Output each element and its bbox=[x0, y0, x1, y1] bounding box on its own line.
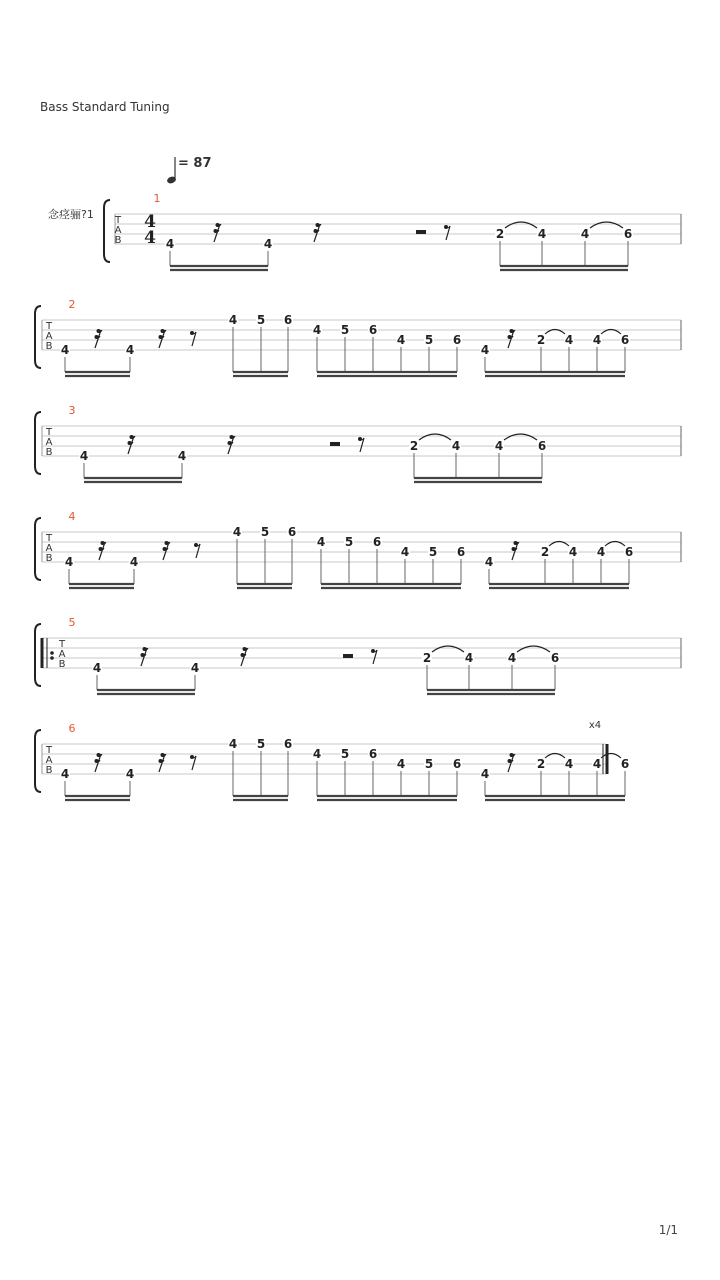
fret-number: 4 bbox=[228, 737, 238, 751]
tie-arc bbox=[419, 434, 451, 440]
fret-number: 4 bbox=[60, 343, 70, 357]
fret-number: 4 bbox=[451, 439, 461, 453]
fret-number: 6 bbox=[452, 333, 462, 347]
fret-number: 6 bbox=[283, 737, 293, 751]
fret-number: 2 bbox=[422, 651, 432, 665]
fret-number: 4 bbox=[537, 227, 547, 241]
measure-number: 2 bbox=[68, 298, 76, 311]
fret-number: 4 bbox=[592, 333, 602, 347]
fret-number: 4 bbox=[592, 757, 602, 771]
repeat-dot bbox=[50, 651, 54, 655]
fret-number: 4 bbox=[79, 449, 89, 463]
tab-letter-a: A bbox=[45, 437, 53, 448]
measure-2 bbox=[35, 298, 681, 376]
fret-number: 2 bbox=[540, 545, 550, 559]
fret-number: 4 bbox=[484, 555, 494, 569]
fret-number: 4 bbox=[464, 651, 474, 665]
tab-letter-a: A bbox=[114, 225, 122, 236]
fret-number: 5 bbox=[344, 535, 354, 549]
fret-number: 4 bbox=[312, 747, 322, 761]
tab-letter-b: B bbox=[45, 341, 53, 352]
fret-number: 4 bbox=[60, 767, 70, 781]
tempo-value: = 87 bbox=[178, 156, 212, 171]
fret-number: 5 bbox=[260, 525, 270, 539]
fret-number: 4 bbox=[568, 545, 578, 559]
fret-number: 4 bbox=[312, 323, 322, 337]
fret-number: 5 bbox=[424, 333, 434, 347]
system-bracket bbox=[35, 306, 41, 368]
fret-number: 4 bbox=[165, 237, 175, 251]
tab-letter-a: A bbox=[45, 543, 53, 554]
tab-letter-t: T bbox=[58, 639, 66, 650]
tab-letter-a: A bbox=[45, 331, 53, 342]
system-bracket bbox=[35, 624, 41, 686]
fret-number: 6 bbox=[283, 313, 293, 327]
measure-number: 5 bbox=[68, 616, 76, 629]
measure-4 bbox=[35, 510, 681, 588]
fret-number: 4 bbox=[494, 439, 504, 453]
fret-number: 4 bbox=[400, 545, 410, 559]
fret-number: 4 bbox=[564, 333, 574, 347]
repeat-dot bbox=[50, 656, 54, 660]
fret-number: 6 bbox=[550, 651, 560, 665]
tie-arc bbox=[590, 222, 623, 228]
tab-letter-t: T bbox=[114, 215, 122, 226]
fret-number: 5 bbox=[340, 323, 350, 337]
measure-number: 3 bbox=[68, 404, 76, 417]
fret-number: 4 bbox=[64, 555, 74, 569]
page-number: 1/1 bbox=[658, 1223, 678, 1237]
fret-number: 4 bbox=[396, 333, 406, 347]
fret-number: 4 bbox=[125, 343, 135, 357]
fret-number: 5 bbox=[340, 747, 350, 761]
tie-arc bbox=[432, 646, 464, 652]
fret-number: 4 bbox=[316, 535, 326, 549]
half-rest bbox=[343, 654, 353, 658]
fret-number: 2 bbox=[536, 333, 546, 347]
fret-number: 4 bbox=[92, 661, 102, 675]
fret-number: 5 bbox=[256, 737, 266, 751]
fret-number: 4 bbox=[580, 227, 590, 241]
half-rest bbox=[416, 230, 426, 234]
fret-number: 4 bbox=[129, 555, 139, 569]
measure-6 bbox=[35, 720, 630, 800]
tab-letter-t: T bbox=[45, 321, 53, 332]
half-rest bbox=[330, 442, 340, 446]
fret-number: 5 bbox=[256, 313, 266, 327]
measure-1 bbox=[104, 192, 681, 270]
measure-number: 1 bbox=[153, 192, 161, 205]
fret-number: 6 bbox=[372, 535, 382, 549]
tab-letter-a: A bbox=[58, 649, 66, 660]
fret-number: 2 bbox=[536, 757, 546, 771]
tab-letter-b: B bbox=[45, 447, 53, 458]
fret-number: 4 bbox=[263, 237, 273, 251]
tab-letter-t: T bbox=[45, 533, 53, 544]
fret-number: 4 bbox=[480, 767, 490, 781]
fret-number: 2 bbox=[409, 439, 419, 453]
fret-number: 4 bbox=[396, 757, 406, 771]
fret-number: 6 bbox=[368, 323, 378, 337]
fret-number: 6 bbox=[537, 439, 547, 453]
system-bracket bbox=[35, 412, 41, 474]
fret-number: 6 bbox=[368, 747, 378, 761]
system-bracket bbox=[104, 200, 110, 262]
measure-number: 6 bbox=[68, 722, 76, 735]
tab-letter-b: B bbox=[58, 659, 66, 670]
fret-number: 6 bbox=[287, 525, 297, 539]
time-signature-bottom: 4 bbox=[144, 228, 156, 248]
fret-number: 4 bbox=[190, 661, 200, 675]
fret-number: 4 bbox=[232, 525, 242, 539]
time-signature-top: 4 bbox=[144, 212, 156, 232]
fret-number: 2 bbox=[495, 227, 505, 241]
measure-number: 4 bbox=[68, 510, 76, 523]
fret-number: 4 bbox=[480, 343, 490, 357]
fret-number: 6 bbox=[452, 757, 462, 771]
tab-letter-t: T bbox=[45, 427, 53, 438]
tie-arc bbox=[517, 646, 550, 652]
tab-letter-b: B bbox=[114, 235, 122, 246]
fret-number: 6 bbox=[620, 333, 630, 347]
fret-number: 4 bbox=[125, 767, 135, 781]
fret-number: 4 bbox=[507, 651, 517, 665]
fret-number: 5 bbox=[424, 757, 434, 771]
fret-number: 6 bbox=[620, 757, 630, 771]
system-bracket bbox=[35, 730, 41, 792]
tab-letter-b: B bbox=[45, 553, 53, 564]
fret-number: 6 bbox=[623, 227, 633, 241]
tab-letter-b: B bbox=[45, 765, 53, 776]
fret-number: 4 bbox=[596, 545, 606, 559]
measure-5 bbox=[35, 616, 681, 694]
fret-number: 6 bbox=[624, 545, 634, 559]
tie-arc bbox=[504, 434, 537, 440]
fret-number: 4 bbox=[564, 757, 574, 771]
fret-number: 4 bbox=[177, 449, 187, 463]
tuning-label: Bass Standard Tuning bbox=[40, 100, 170, 114]
track-label: 念痉骊?1 bbox=[48, 208, 94, 221]
fret-number: 4 bbox=[228, 313, 238, 327]
tab-letter-t: T bbox=[45, 745, 53, 756]
repeat-count: x4 bbox=[588, 720, 602, 731]
measure-3 bbox=[35, 404, 681, 482]
system-bracket bbox=[35, 518, 41, 580]
tab-letter-a: A bbox=[45, 755, 53, 766]
fret-number: 5 bbox=[428, 545, 438, 559]
fret-number: 6 bbox=[456, 545, 466, 559]
tie-arc bbox=[505, 222, 537, 228]
